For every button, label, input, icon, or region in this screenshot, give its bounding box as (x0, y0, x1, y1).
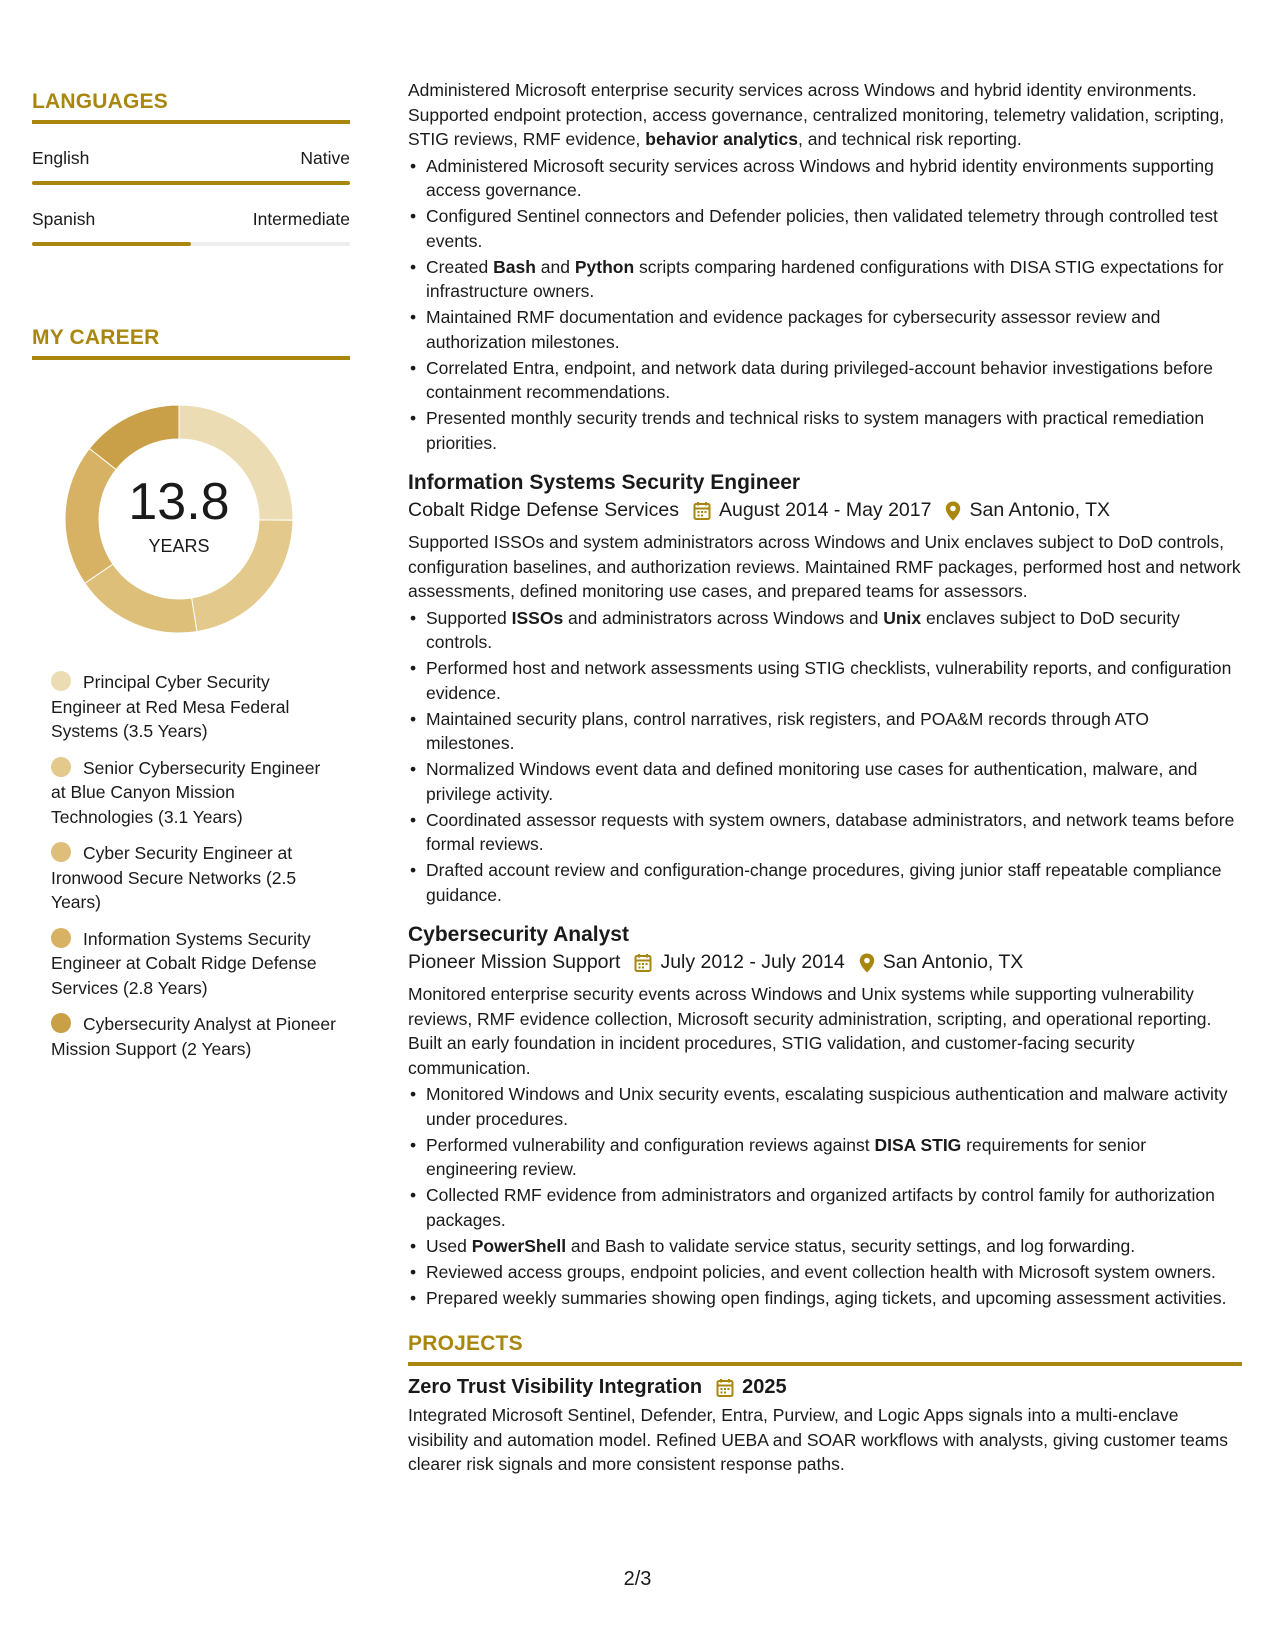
bullet-item: • Drafted account review and configuration-change procedures, giving junior staff repeatable compliance guidance. (426, 858, 1242, 907)
calendar-icon (716, 1378, 734, 1398)
career-total-years: 13.8 (128, 473, 230, 531)
calendar-icon (634, 953, 652, 973)
career-legend-item (51, 756, 336, 830)
job-title: Information Systems Security Engineer (408, 471, 801, 494)
career-total-unit: YEARS (148, 536, 210, 556)
job-dates: August 2014 - May 2017 (718, 499, 932, 521)
bullet-item: • Configured Sentinel connectors and Defender policies, then validated telemetry through controlled test events. (426, 204, 1242, 253)
main-content (408, 78, 1242, 1477)
career-donut-chart (64, 404, 294, 634)
bullet-item: • Used PowerShell and Bash to validate service status, security settings, and log forwarding. (426, 1234, 1242, 1259)
calendar-icon (693, 501, 711, 521)
projects-heading: PROJECTS (408, 1332, 1242, 1366)
bullet-item: • Normalized Windows event data and defined monitoring use cases for authentication, malware, and privilege activity. (426, 757, 1242, 806)
bullet-item: • Presented monthly security trends and technical risks to system managers with practical remediation priorities. (426, 406, 1242, 455)
bullet-item: • Coordinated assessor requests with system owners, database administrators, and network teams before formal reviews. (426, 808, 1242, 857)
language-english (32, 148, 350, 185)
legend-label: Cybersecurity Analyst at Pioneer Mission Support (2 Years) (51, 1014, 336, 1059)
legend-label: Senior Cybersecurity Engineer at Blue Canyon Mission Technologies (3.1 Years) (51, 757, 321, 827)
language-proficiency-fill (32, 181, 350, 185)
language-level: Intermediate (252, 209, 350, 229)
location-pin-icon (859, 953, 875, 973)
job-meta (408, 499, 1242, 522)
bullet-item: • Performed host and network assessments using STIG checklists, vulnerability reports, and configuration evidence. (426, 656, 1242, 705)
bullet-item: • Performed vulnerability and configuration reviews against DISA STIG requirements for senior engineering review. (426, 1133, 1242, 1182)
job-summary: Administered Microsoft enterprise security services across Windows and hybrid identity environments. Supported endpoint protection, access governance, centralized monitoring, telemetry validation, scripting, STIG reviews, RMF evidence, behavior analytics, and technical risk reporting. (408, 80, 1225, 149)
language-name: English (32, 148, 90, 168)
language-proficiency-bar (32, 181, 350, 185)
bullet-item: • Reviewed access groups, endpoint policies, and event collection health with Microsoft system owners. (426, 1260, 1242, 1285)
bullet-item: • Created Bash and Python scripts comparing hardened configurations with DISA STIG expectations for infrastructure owners. (426, 255, 1242, 304)
job-title: Cybersecurity Analyst (408, 923, 629, 946)
job-company: Cobalt Ridge Defense Services (408, 499, 679, 521)
language-proficiency-bar (32, 242, 350, 246)
project-name: Zero Trust Visibility Integration (408, 1376, 703, 1398)
job-bullets (408, 606, 1242, 908)
job-location: San Antonio, TX (882, 951, 1024, 973)
project-year: 2025 (742, 1376, 787, 1398)
job-summary: Supported ISSOs and system administrators across Windows and Unix enclaves subject to DoD controls, configuration baselines, and authorization reviews. Maintained RMF packages, performed host and network assessments, defined monitoring use cases, and prepared teams for assessors. (408, 532, 1241, 601)
language-spanish (32, 209, 350, 246)
languages-heading: LANGUAGES (32, 90, 350, 124)
project-description: Integrated Microsoft Sentinel, Defender, Entra, Purview, and Logic Apps signals into a multi-enclave visibility and automation model. Refined UEBA and SOAR workflows with analysts, giving customer teams clearer risk signals and more consistent response paths. (408, 1405, 1228, 1474)
page-number: 2/3 (623, 1568, 652, 1590)
sidebar (32, 90, 350, 1073)
career-heading: MY CAREER (32, 326, 350, 360)
legend-swatch (51, 757, 71, 777)
bullet-item: • Maintained RMF documentation and evidence packages for cybersecurity assessor review and authorization milestones. (426, 305, 1242, 354)
job-location: San Antonio, TX (969, 499, 1111, 521)
bullet-item: • Supported ISSOs and administrators across Windows and Unix enclaves subject to DoD security controls. (426, 606, 1242, 655)
legend-swatch (51, 928, 71, 948)
career-legend-item (51, 927, 336, 1001)
language-level: Native (300, 148, 350, 168)
career-legend (32, 670, 350, 1061)
bullet-item: • Maintained security plans, control narratives, risk registers, and POA&M records through ATO milestones. (426, 707, 1242, 756)
bullet-item: • Monitored Windows and Unix security events, escalating suspicious authentication and malware activity under procedures. (426, 1082, 1242, 1131)
job-bullets (408, 1082, 1242, 1310)
job-summary: Monitored enterprise security events across Windows and Unix systems while supporting vulnerability reviews, RMF evidence collection, Microsoft security administration, scripting, and operational reporting. Built an early foundation in incident procedures, STIG validation, and customer-facing security communication. (408, 984, 1212, 1078)
project-title-row (408, 1376, 1242, 1399)
bullet-item: • Collected RMF evidence from administrators and organized artifacts by control family for authorization packages. (426, 1183, 1242, 1232)
bullet-item: • Correlated Entra, endpoint, and network data during privileged-account behavior investigations before containment recommendations. (426, 356, 1242, 405)
legend-label: Cyber Security Engineer at Ironwood Secure Networks (2.5 Years) (51, 843, 297, 912)
legend-swatch (51, 1013, 71, 1033)
legend-label: Information Systems Security Engineer at Cobalt Ridge Defense Services (2.8 Years) (51, 928, 317, 998)
legend-label: Principal Cyber Security Engineer at Red Mesa Federal Systems (3.5 Years) (51, 672, 290, 741)
language-proficiency-fill (32, 242, 191, 246)
legend-swatch (51, 842, 71, 862)
career-legend-item (51, 841, 336, 915)
job-meta (408, 951, 1242, 974)
location-pin-icon (945, 501, 961, 521)
job-bullets (408, 154, 1242, 456)
career-legend-item (51, 1012, 336, 1061)
job-dates: July 2012 - July 2014 (660, 951, 845, 973)
bullet-item: • Administered Microsoft security services across Windows and hybrid identity environments supporting access governance. (426, 154, 1242, 203)
language-name: Spanish (32, 209, 96, 229)
career-legend-item (51, 670, 336, 744)
legend-swatch (51, 671, 71, 691)
job-company: Pioneer Mission Support (408, 951, 621, 973)
bullet-item: • Prepared weekly summaries showing open findings, aging tickets, and upcoming assessment activities. (426, 1286, 1242, 1311)
